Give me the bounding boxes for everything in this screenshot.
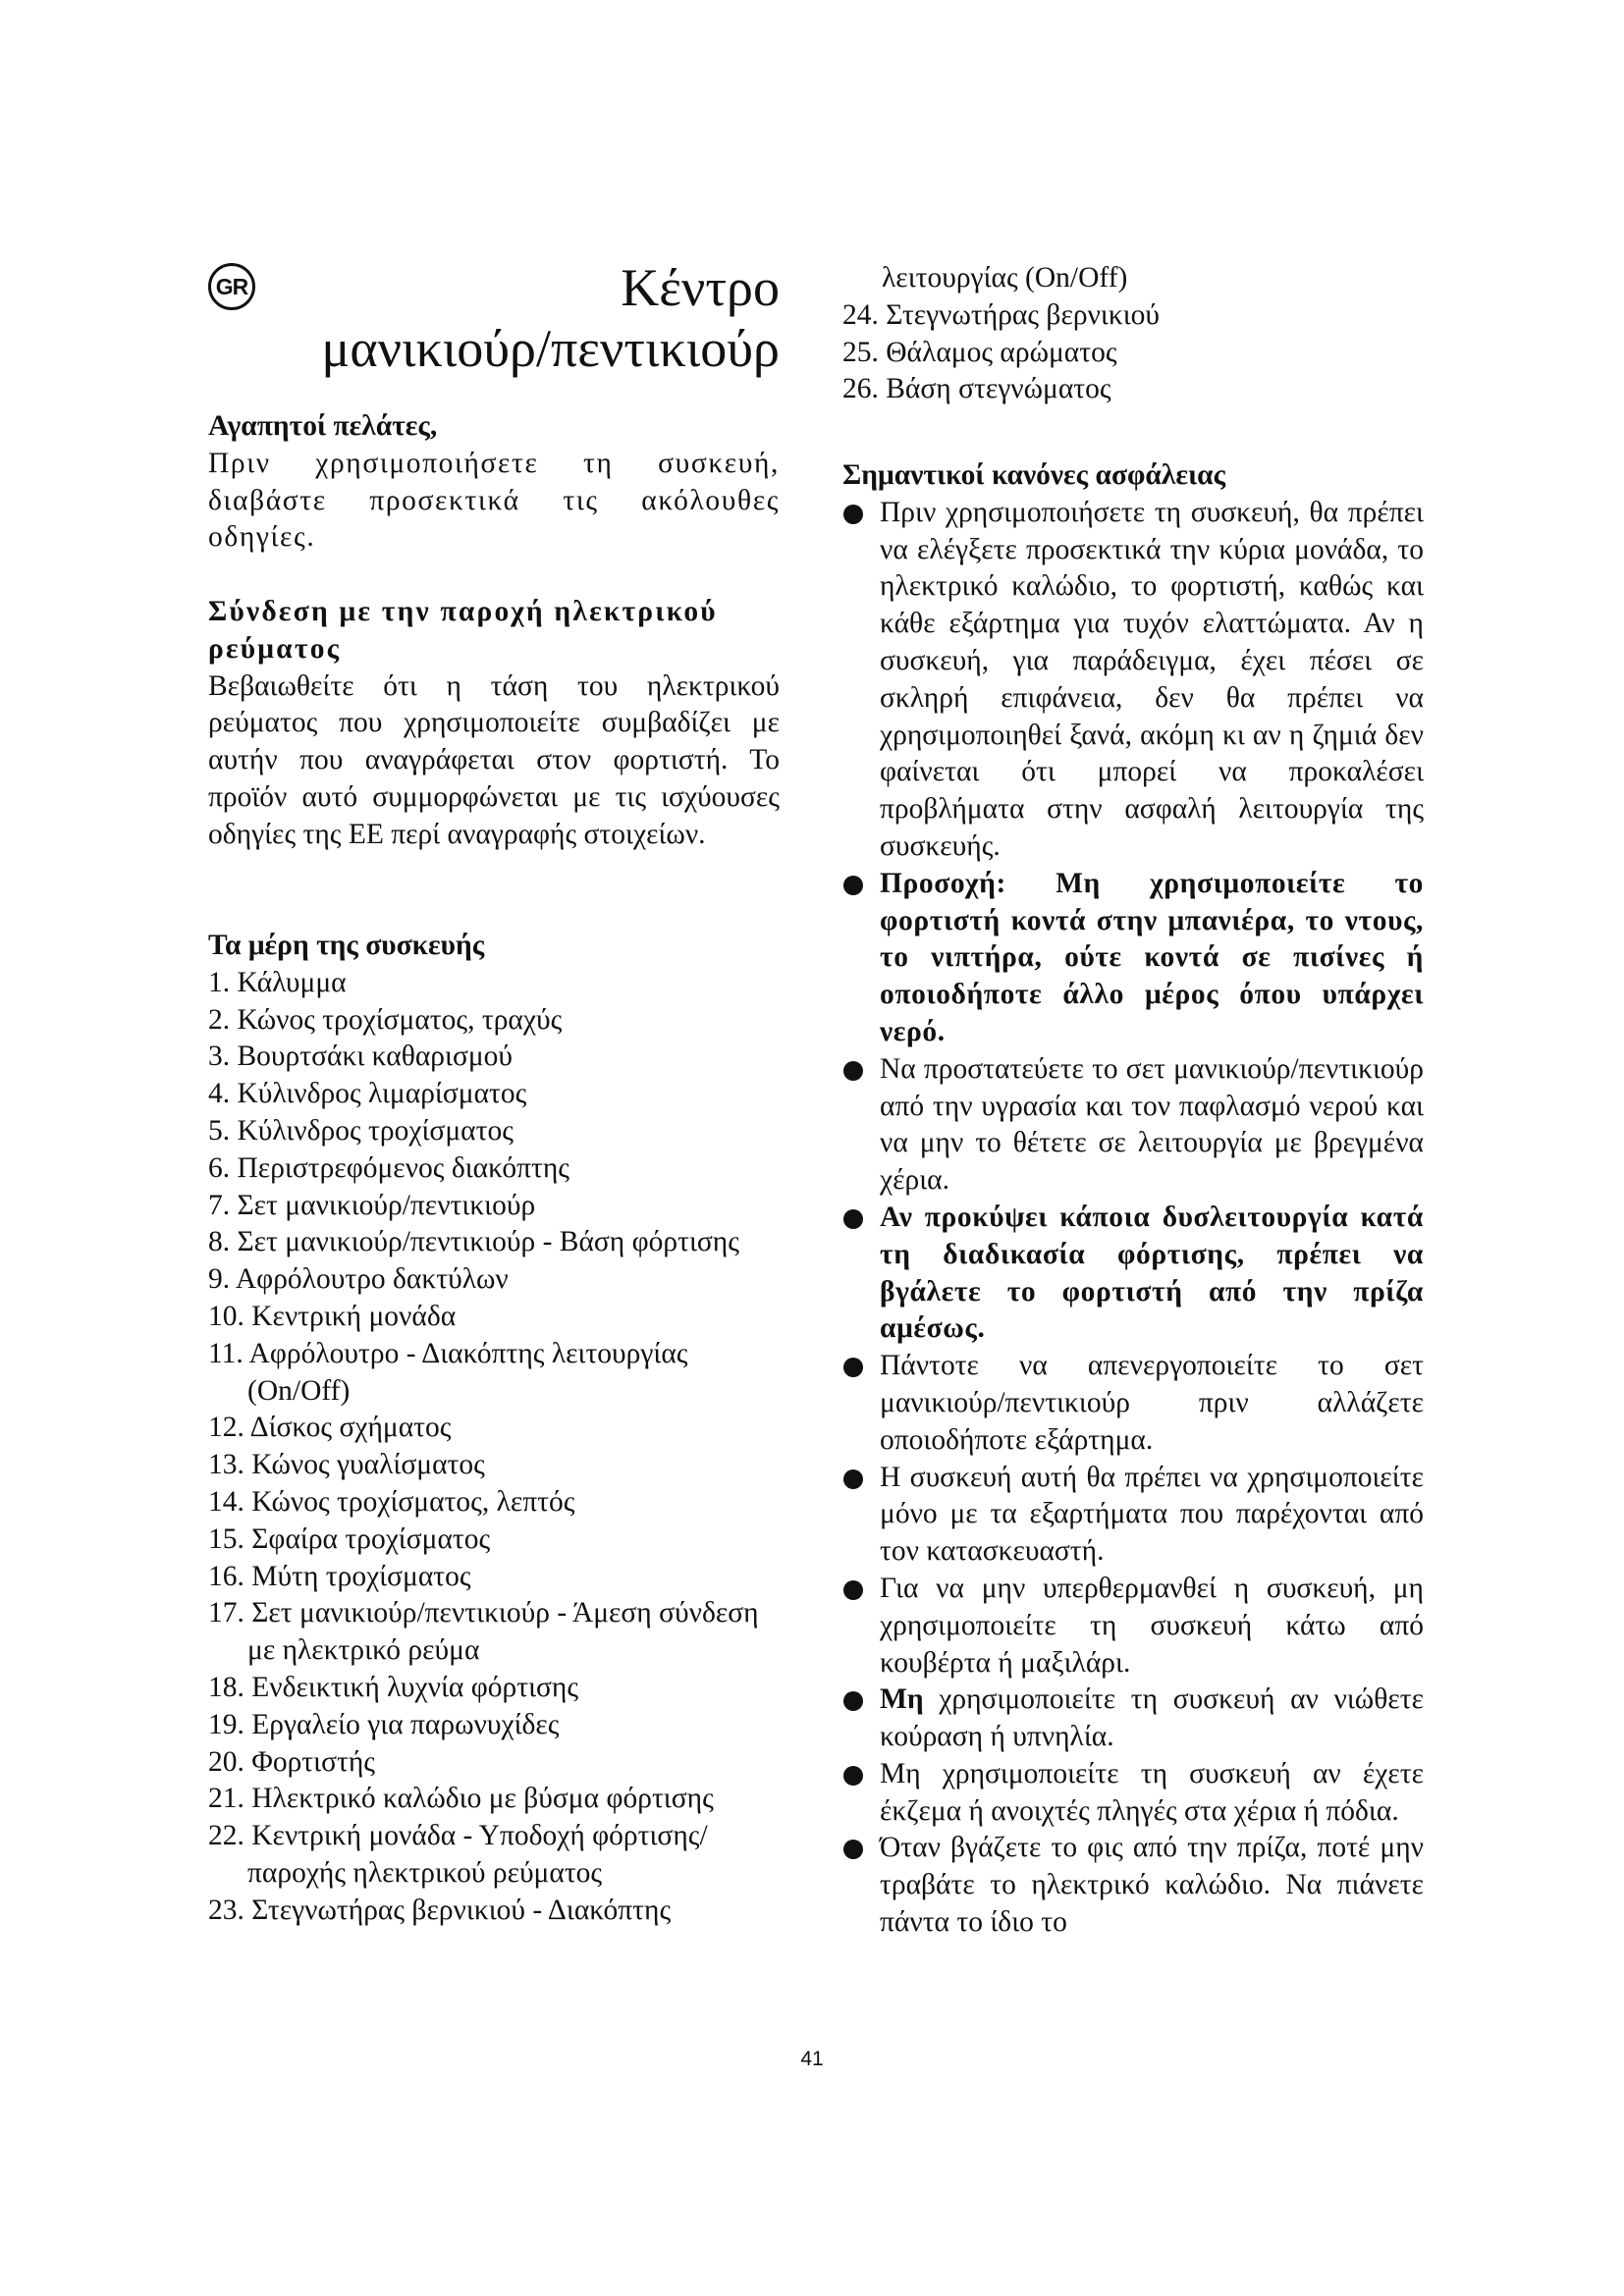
safety-rules-list xyxy=(842,495,1424,1942)
list-item: 16. Μύτη τροχίσματος xyxy=(208,1560,471,1592)
list-item: 15. Σφαίρα τροχίσματος xyxy=(208,1522,491,1555)
safety-rule-text: Προσοχή: Μη χρησιμοποιείτε το φορτιστή κοντά στην μπανιέρα, το ντους, το νιπτήρα, ούτε κοντά σε πισίνες ή οποιοδήποτε άλλο μέρος όπου υπάρχει νερό. xyxy=(880,867,1424,1047)
title-line-1: Κέντρο xyxy=(621,258,780,317)
parts-list-continued xyxy=(842,260,1255,408)
parts-section xyxy=(208,928,780,1930)
safety-rule xyxy=(842,1460,1424,1571)
list-item: 2. Κώνος τροχίσματος, τραχύς xyxy=(208,1003,563,1036)
bullet-icon xyxy=(843,505,863,524)
list-item: 11. Αφρόλουτρο - Διακόπτης λειτουργίας (On/Off) xyxy=(208,1337,688,1407)
bullet-icon xyxy=(843,1691,863,1711)
list-item: λειτουργίας (On/Off) xyxy=(882,262,1128,294)
safety-section xyxy=(842,457,1424,1942)
list-item: 1. Κάλυμμα xyxy=(208,966,347,998)
list-item: 26. Βάση στεγνώματος xyxy=(842,373,1111,405)
parts-heading: Τα μέρη της συσκευής xyxy=(208,930,485,961)
safety-rule xyxy=(842,1571,1424,1682)
list-item: 9. Αφρόλουτρο δακτύλων xyxy=(208,1263,509,1296)
safety-rule xyxy=(842,1348,1424,1459)
list-item: 23. Στεγνωτήρας βερνικιού - Διακόπτης xyxy=(208,1894,672,1926)
safety-rule-text: Πριν χρησιμοποιήσετε τη συσκευή, θα πρέπει να ελέγξετε προσεκτικά την κύρια μονάδα, το ηλεκτρικό καλώδιο, το φορτιστή, καθώς και κάθε εξάρτημα για τυχόν ελαττώματα. Αν η συσκευή, για παράδειγμα, έχει πέσει σε σκληρή επιφάνεια, δεν θα πρέπει να χρησιμοποιηθεί ξανά, ακόμη κι αν η ζημιά δεν φαίνεται ότι μπορεί να προκαλέσει προβλήματα στην ασφαλή λειτουργία της συσκευής. xyxy=(880,496,1424,862)
greeting-text: Πριν χρησιμοποιήσετε τη συσκευή, διαβάστε προσεκτικά τις ακόλουθες οδηγίες. xyxy=(208,447,780,554)
list-item: 21. Ηλεκτρικό καλώδιο με βύσμα φόρτισης xyxy=(208,1783,714,1815)
safety-rule-text: Μη χρησιμοποιείτε τη συσκευή αν έχετε έκζεμα ή ανοιχτές πληγές στα χέρια ή πόδια. xyxy=(880,1757,1424,1827)
page-number: 41 xyxy=(800,2048,824,2070)
bullet-icon xyxy=(843,1580,863,1600)
safety-rule-text: Όταν βγάζετε το φις από την πρίζα, ποτέ μην τραβάτε το ηλεκτρικό καλώδιο. Να πιάνετε πάντα το ίδιο το xyxy=(880,1832,1424,1939)
power-section xyxy=(208,594,780,854)
language-badge: GR xyxy=(208,263,255,310)
list-item: 4. Κύλινδρος λιμαρίσματος xyxy=(208,1078,527,1110)
bullet-icon xyxy=(843,876,863,895)
list-item: 8. Σετ μανικιούρ/πεντικιούρ - Βάση φόρτισης xyxy=(208,1226,739,1258)
list-item: 14. Κώνος τροχίσματος, λεπτός xyxy=(208,1485,575,1518)
power-text: Βεβαιωθείτε ότι η τάση του ηλεκτρικού ρεύματος που χρησιμοποιείτε συμβαδίζει με αυτήν που αναγράφεται στον φορτιστή. Το προϊόν αυτό συμμορφώνεται με τις ισχύουσες οδηγίες της ΕΕ περί αναγραφής στοιχείων. xyxy=(208,669,780,850)
safety-rule-text: Η συσκευή αυτή θα πρέπει να χρησιμοποιείτε μόνο με τα εξαρτήματα που παρέχονται από τον κατασκευαστή. xyxy=(880,1461,1424,1568)
list-item: 25. Θάλαμος αρώματος xyxy=(842,336,1117,368)
safety-rule-warning xyxy=(842,1200,1424,1348)
power-heading: Σύνδεση με την παροχή ηλεκτρικού ρεύματος xyxy=(208,596,718,665)
safety-rule xyxy=(842,1051,1424,1200)
list-item: 22. Κεντρική μονάδα - Υποδοχή φόρτισης/παροχής ηλεκτρικού ρεύματος xyxy=(208,1820,708,1889)
list-item: 6. Περιστρεφόμενος διακόπτης xyxy=(208,1151,569,1184)
safety-rule-text: Πάντοτε να απενεργοποιείτε το σετ μανικιούρ/πεντικιούρ πριν αλλάζετε οποιοδήποτε εξάρτημα. xyxy=(880,1350,1424,1456)
safety-rule xyxy=(842,1830,1424,1941)
bullet-icon xyxy=(843,1840,863,1859)
title-line-2: μανικιούρ/πεντικιούρ xyxy=(321,319,780,378)
list-item: 18. Ενδεικτική λυχνία φόρτισης xyxy=(208,1671,579,1703)
page-title xyxy=(208,257,780,379)
safety-rule xyxy=(842,495,1424,866)
list-item: 10. Κεντρική μονάδα xyxy=(208,1300,457,1332)
bullet-icon xyxy=(843,1061,863,1081)
list-item: 19. Εργαλείο για παρωνυχίδες xyxy=(208,1708,560,1740)
safety-rule-text: Αν προκύψει κάποια δυσλειτουργία κατά τη διαδικασία φόρτισης, πρέπει να βγάλετε το φορτιστή από την πρίζα αμέσως. xyxy=(880,1201,1424,1345)
list-item: 17. Σετ μανικιούρ/πεντικιούρ - Άμεση σύνδεση με ηλεκτρικό ρεύμα xyxy=(208,1597,759,1667)
list-item: 3. Βουρτσάκι καθαρισμού xyxy=(208,1041,514,1073)
bullet-icon xyxy=(843,1469,863,1489)
list-item: 12. Δίσκος σχήματος xyxy=(208,1412,452,1444)
safety-rule-emphasis: Μη xyxy=(880,1683,924,1716)
list-item: 24. Στεγνωτήρας βερνικιού xyxy=(842,298,1160,331)
greeting-section xyxy=(208,408,780,557)
bullet-icon xyxy=(843,1209,863,1229)
safety-heading: Σημαντικοί κανόνες ασφάλειας xyxy=(842,459,1226,491)
safety-rule xyxy=(842,1756,1424,1831)
bullet-icon xyxy=(843,1766,863,1786)
safety-rule-text: Να προστατεύετε το σετ μανικιούρ/πεντικιούρ από την υγρασία και τον παφλασμό νερού και να μην το θέτετε σε λειτουργία με βρεγμένα χέρια. xyxy=(880,1052,1424,1197)
greeting-heading: Αγαπητοί πελάτες, xyxy=(208,410,438,442)
list-item: 7. Σετ μανικιούρ/πεντικιούρ xyxy=(208,1189,536,1221)
parts-list xyxy=(208,965,780,1930)
safety-rule xyxy=(842,1682,1424,1756)
safety-rule-warning xyxy=(842,866,1424,1051)
safety-rule-text: χρησιμοποιείτε τη συσκευή αν νιώθετε κούραση ή υπνηλία. xyxy=(880,1683,1424,1753)
safety-rule-text: Για να μην υπερθερμανθεί η συσκευή, μη χρησιμοποιείτε τη συσκευή κάτω από κουβέρτα ή μαξιλάρι. xyxy=(880,1572,1424,1679)
list-item: 5. Κύλινδρος τροχίσματος xyxy=(208,1114,514,1147)
bullet-icon xyxy=(843,1358,863,1377)
list-item: 20. Φορτιστής xyxy=(208,1745,375,1778)
list-item: 13. Κώνος γυαλίσματος xyxy=(208,1449,485,1481)
